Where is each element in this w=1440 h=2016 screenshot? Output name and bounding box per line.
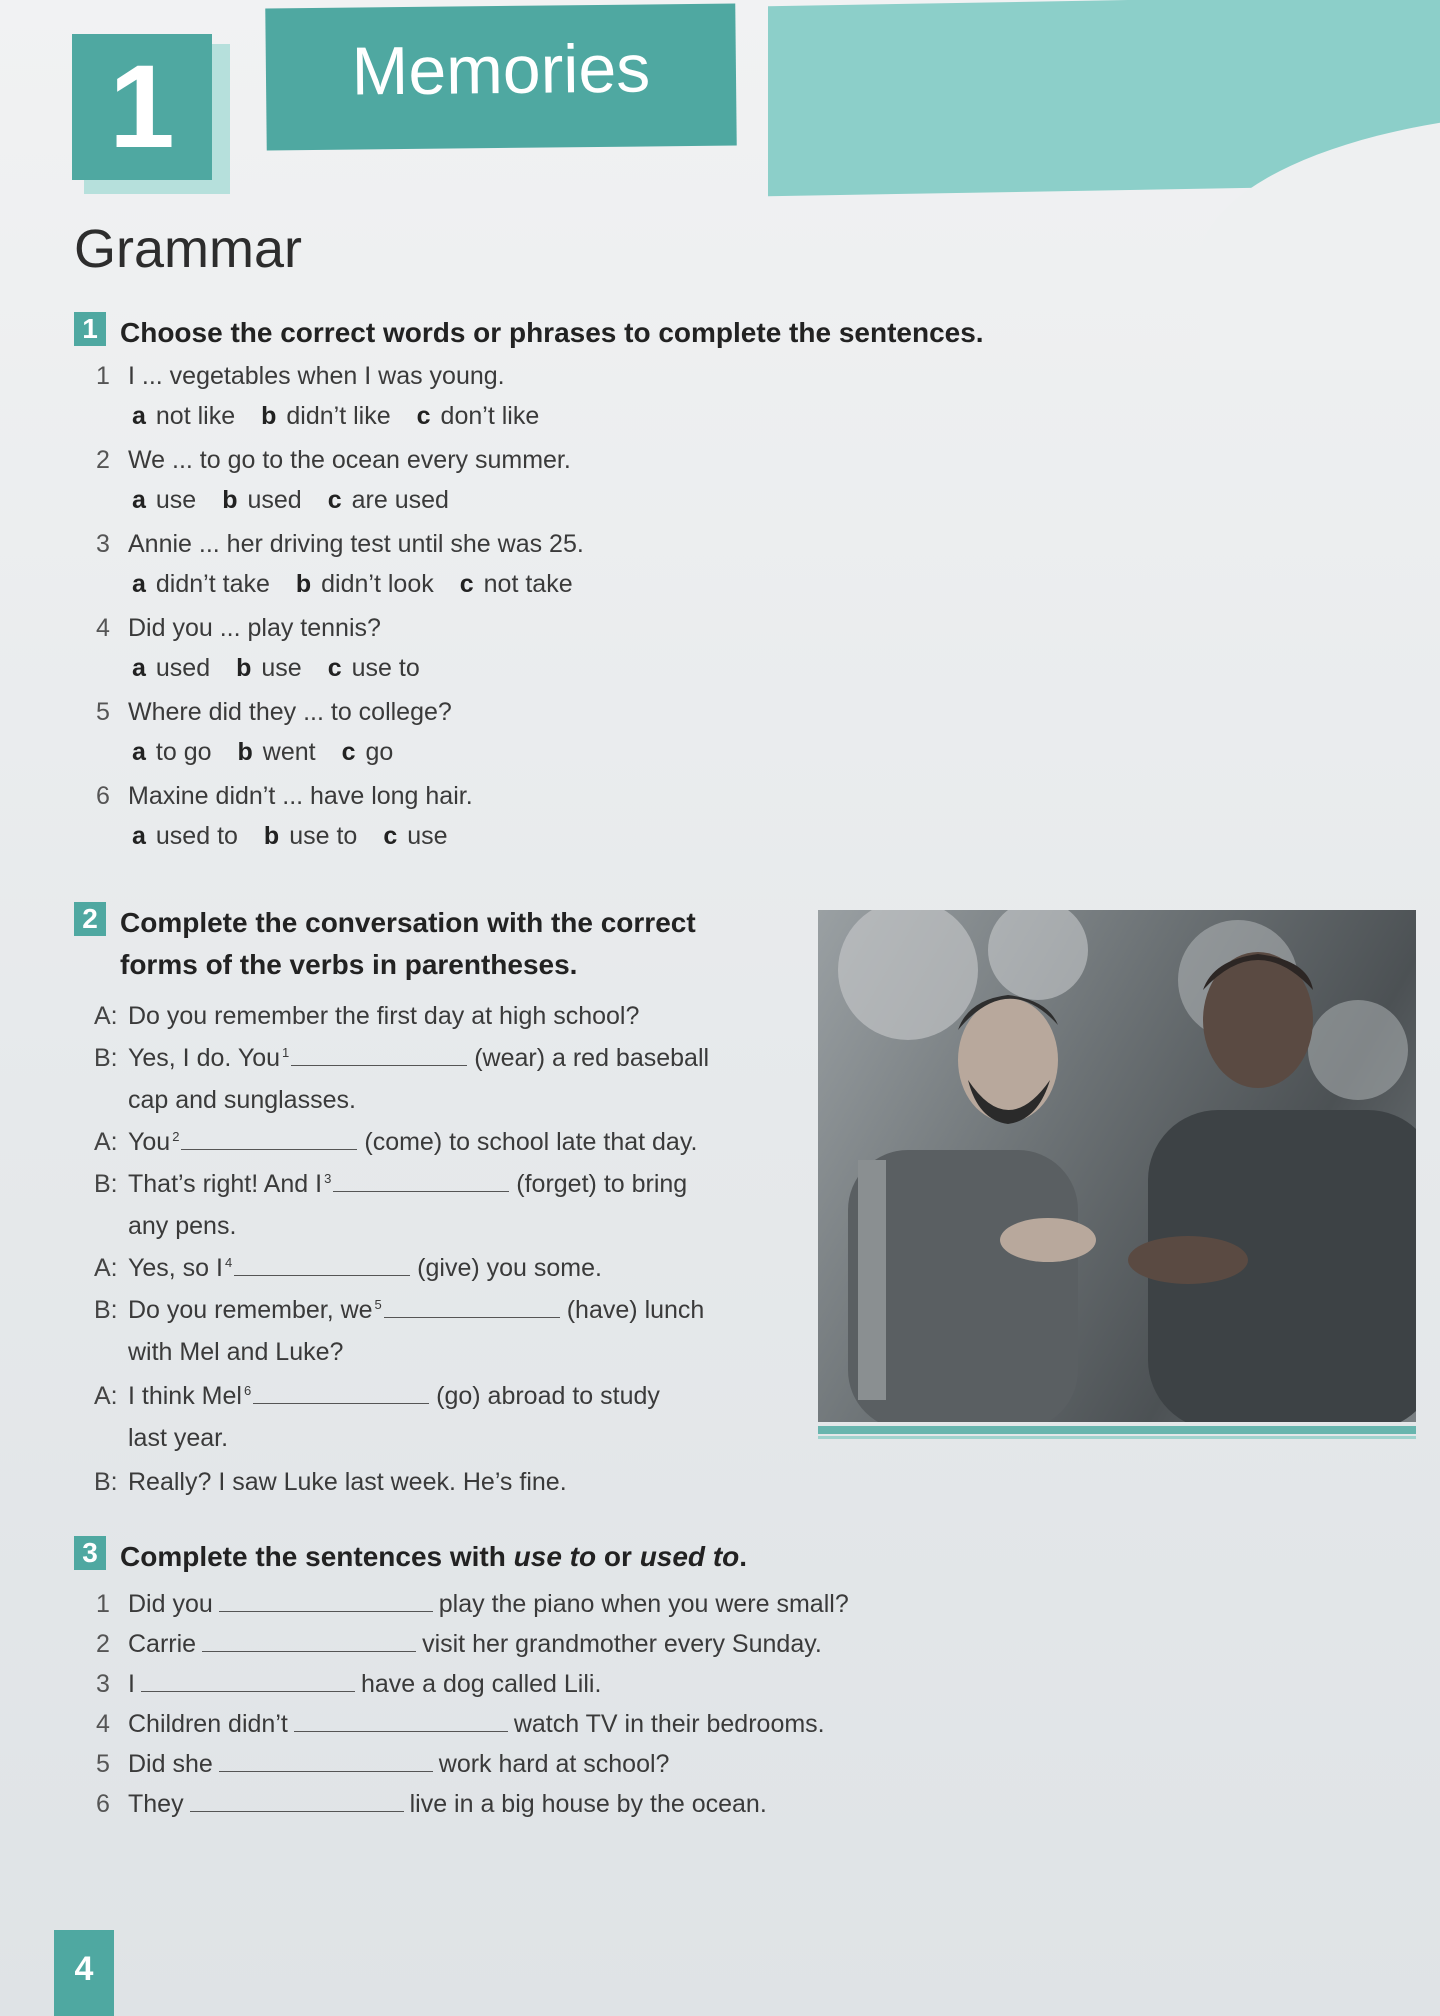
dialogue-line-4-cont: any pens.: [128, 1212, 237, 1240]
question-item: [96, 446, 571, 475]
answer-blank[interactable]: [219, 1750, 433, 1772]
dialogue-line-6: [94, 1296, 704, 1325]
sentence-start: I: [128, 1670, 135, 1698]
sentence-item: [96, 1670, 601, 1699]
sentence-start: Children didn’t: [128, 1710, 288, 1738]
dialogue-line-5: [94, 1254, 602, 1283]
sentence-end: work hard at school?: [438, 1750, 670, 1778]
question-text: Did you ... play tennis?: [128, 614, 381, 642]
exercise-2-heading: [74, 902, 696, 986]
sentence-start: They: [128, 1790, 184, 1818]
verb-hint: (forget): [516, 1170, 597, 1198]
question-number: 6: [96, 782, 110, 810]
answer-blank[interactable]: [219, 1590, 433, 1612]
sentence-end: live in a big house by the ocean.: [409, 1790, 767, 1818]
option-letter: b: [263, 822, 280, 850]
option-c[interactable]: are used: [351, 486, 449, 514]
answer-blank[interactable]: [202, 1630, 416, 1652]
unit-number: 1: [72, 34, 212, 180]
question-number: 2: [96, 446, 110, 474]
speaker-label: A:: [94, 1128, 118, 1156]
dialogue-line-3: [94, 1128, 697, 1157]
option-c[interactable]: use to: [351, 654, 420, 682]
question-text: Annie ... her driving test until she was 25.: [128, 530, 584, 558]
option-b[interactable]: use: [261, 654, 302, 682]
instruction-emphasis: used to: [639, 1541, 740, 1572]
exercise-3-instruction: [120, 1536, 747, 1578]
option-c[interactable]: don’t like: [440, 402, 540, 430]
question-number: 1: [96, 362, 110, 390]
question-number: 4: [96, 614, 110, 642]
unit-title-box: [265, 4, 736, 151]
speaker-label: A:: [94, 1002, 118, 1030]
blank-number: 1: [282, 1044, 290, 1060]
question-number: 5: [96, 698, 110, 726]
option-a[interactable]: used to: [155, 822, 238, 850]
verb-hint: (have): [566, 1296, 638, 1324]
option-a[interactable]: to go: [155, 738, 212, 766]
answer-options: [132, 402, 565, 431]
exercise-2-instruction-line-2: forms of the verbs in parentheses.: [120, 949, 578, 980]
dialogue-line-1: [94, 1002, 639, 1031]
photo-accent-line-thin: [818, 1436, 1416, 1439]
speaker-label: A:: [94, 1382, 118, 1410]
sentence-number: 1: [96, 1590, 110, 1618]
instruction-text: .: [739, 1541, 748, 1572]
sentence-item: [96, 1790, 767, 1819]
dialogue-line-7: [94, 1382, 660, 1411]
question-item: [96, 362, 505, 391]
sentence-number: 6: [96, 1790, 110, 1818]
instruction-text: or: [603, 1541, 632, 1572]
blank-number: 4: [224, 1254, 233, 1270]
question-item: [96, 782, 473, 811]
dialogue-text: You: [128, 1128, 171, 1156]
page-number: 4: [54, 1930, 114, 2016]
speaker-label: B:: [94, 1468, 118, 1496]
dialogue-line-6-cont: with Mel and Luke?: [128, 1338, 344, 1366]
dialogue-text: Yes, so I: [128, 1254, 223, 1282]
question-text: We ... to go to the ocean every summer.: [128, 446, 571, 474]
option-a[interactable]: didn’t take: [155, 570, 270, 598]
sentence-number: 5: [96, 1750, 110, 1778]
dialogue-text: you some.: [486, 1254, 602, 1282]
option-letter: b: [261, 402, 277, 430]
option-letter: a: [132, 486, 146, 514]
question-text: Maxine didn’t ... have long hair.: [128, 782, 473, 810]
speaker-label: B:: [94, 1170, 118, 1198]
option-letter: b: [222, 486, 238, 514]
blank-number: 5: [374, 1296, 382, 1312]
dialogue-text: Really? I saw Luke last week. He’s fine.: [128, 1468, 567, 1496]
option-letter: a: [132, 654, 146, 682]
sentence-number: 3: [96, 1670, 110, 1698]
answer-blank[interactable]: [333, 1170, 509, 1192]
verb-hint: (come): [364, 1128, 443, 1156]
blank-number: 3: [324, 1170, 332, 1186]
sentence-start: Did you: [128, 1590, 213, 1618]
answer-blank[interactable]: [141, 1670, 355, 1692]
question-item: [96, 698, 452, 727]
exercise-2-instruction-line-1: Complete the conversation with the correct: [120, 907, 696, 938]
option-letter: a: [132, 570, 146, 598]
photo-accent-line: [818, 1426, 1416, 1434]
instruction-emphasis: use to: [513, 1541, 597, 1572]
option-letter: c: [327, 486, 342, 514]
option-letter: a: [132, 738, 146, 766]
option-c[interactable]: not take: [483, 570, 573, 598]
answer-options: [132, 570, 599, 599]
verb-hint: (give): [417, 1254, 480, 1282]
option-c[interactable]: use: [407, 822, 448, 850]
dialogue-text: lunch: [644, 1296, 705, 1324]
dialogue-line-4: [94, 1170, 687, 1199]
answer-options: [132, 486, 475, 515]
option-letter: c: [327, 654, 342, 682]
sentence-item: [96, 1590, 849, 1619]
dialogue-text: That’s right! And I: [128, 1170, 323, 1198]
sentence-end: visit her grandmother every Sunday.: [422, 1630, 822, 1658]
sentence-item: [96, 1710, 825, 1739]
answer-options: [132, 822, 474, 851]
unit-title: Memories: [351, 30, 651, 110]
dialogue-line-8: [94, 1468, 567, 1497]
answer-options: [132, 738, 419, 767]
option-a[interactable]: use: [155, 486, 197, 514]
option-letter: a: [132, 822, 146, 850]
answer-blank[interactable]: [181, 1128, 357, 1150]
students-photo: [818, 910, 1416, 1422]
dialogue-text: abroad to study: [487, 1382, 660, 1410]
dialogue-text: Yes, I do. You: [128, 1044, 281, 1072]
blank-number: 2: [172, 1128, 180, 1144]
blank-number: 6: [243, 1382, 252, 1398]
option-letter: b: [236, 654, 252, 682]
option-letter: c: [341, 738, 356, 766]
answer-blank[interactable]: [384, 1296, 560, 1318]
option-b[interactable]: didn’t like: [286, 402, 391, 430]
sentence-end: play the piano when you were small?: [438, 1590, 849, 1618]
dialogue-text: to bring: [603, 1170, 688, 1198]
option-b[interactable]: used: [247, 486, 302, 514]
exercise-2-number: 2: [74, 902, 106, 936]
question-item: [96, 530, 584, 559]
option-letter: a: [132, 402, 146, 430]
sentence-number: 2: [96, 1630, 110, 1658]
exercise-1-number: 1: [74, 312, 106, 346]
option-letter: b: [295, 570, 312, 598]
answer-blank[interactable]: [294, 1710, 508, 1732]
answer-blank[interactable]: [234, 1254, 410, 1276]
option-letter: c: [459, 570, 474, 598]
option-letter: c: [383, 822, 398, 850]
option-b[interactable]: use to: [289, 822, 358, 850]
sentence-end: have a dog called Lili.: [360, 1670, 602, 1698]
option-letter: b: [237, 738, 253, 766]
exercise-3-heading: [74, 1536, 747, 1578]
answer-options: [132, 654, 446, 683]
sentence-number: 4: [96, 1710, 110, 1738]
section-title: Grammar: [74, 219, 302, 279]
dialogue-text: to school late that day.: [449, 1128, 698, 1156]
speaker-label: A:: [94, 1254, 118, 1282]
dialogue-text: a red baseball: [552, 1044, 710, 1072]
speaker-label: B:: [94, 1044, 118, 1072]
answer-blank[interactable]: [291, 1044, 467, 1066]
option-a[interactable]: not like: [155, 402, 236, 430]
exercise-2-instruction: [120, 902, 696, 986]
dialogue-line-7-cont: last year.: [128, 1424, 229, 1452]
exercise-1-heading: [74, 312, 984, 354]
question-text: I ... vegetables when I was young.: [128, 362, 505, 390]
option-b[interactable]: didn’t look: [321, 570, 434, 598]
instruction-text: Complete the sentences with: [120, 1541, 506, 1572]
sentence-start: Did she: [128, 1750, 213, 1778]
students-photo-illustration: [818, 910, 1416, 1422]
answer-blank[interactable]: [190, 1790, 404, 1812]
speaker-label: B:: [94, 1296, 118, 1324]
sentence-item: [96, 1750, 669, 1779]
dialogue-text: Do you remember the first day at high school?: [128, 1002, 640, 1030]
answer-blank[interactable]: [253, 1382, 429, 1404]
question-text: Where did they ... to college?: [128, 698, 452, 726]
question-number: 3: [96, 530, 110, 558]
option-b[interactable]: went: [262, 738, 316, 766]
question-item: [96, 614, 381, 643]
dialogue-line-2: [94, 1044, 709, 1073]
sentence-start: Carrie: [128, 1630, 197, 1658]
dialogue-line-2-cont: cap and sunglasses.: [128, 1086, 356, 1114]
sentence-item: [96, 1630, 822, 1659]
sentence-end: watch TV in their bedrooms.: [513, 1710, 825, 1738]
verb-hint: (go): [436, 1382, 481, 1410]
dialogue-text: I think Mel: [128, 1382, 242, 1410]
option-letter: c: [416, 402, 431, 430]
dialogue-text: Do you remember, we: [128, 1296, 373, 1324]
exercise-3-number: 3: [74, 1536, 106, 1570]
option-c[interactable]: go: [365, 738, 394, 766]
exercise-1-instruction: Choose the correct words or phrases to complete the sentences.: [120, 317, 984, 348]
option-a[interactable]: used: [155, 654, 211, 682]
verb-hint: (wear): [474, 1044, 546, 1072]
